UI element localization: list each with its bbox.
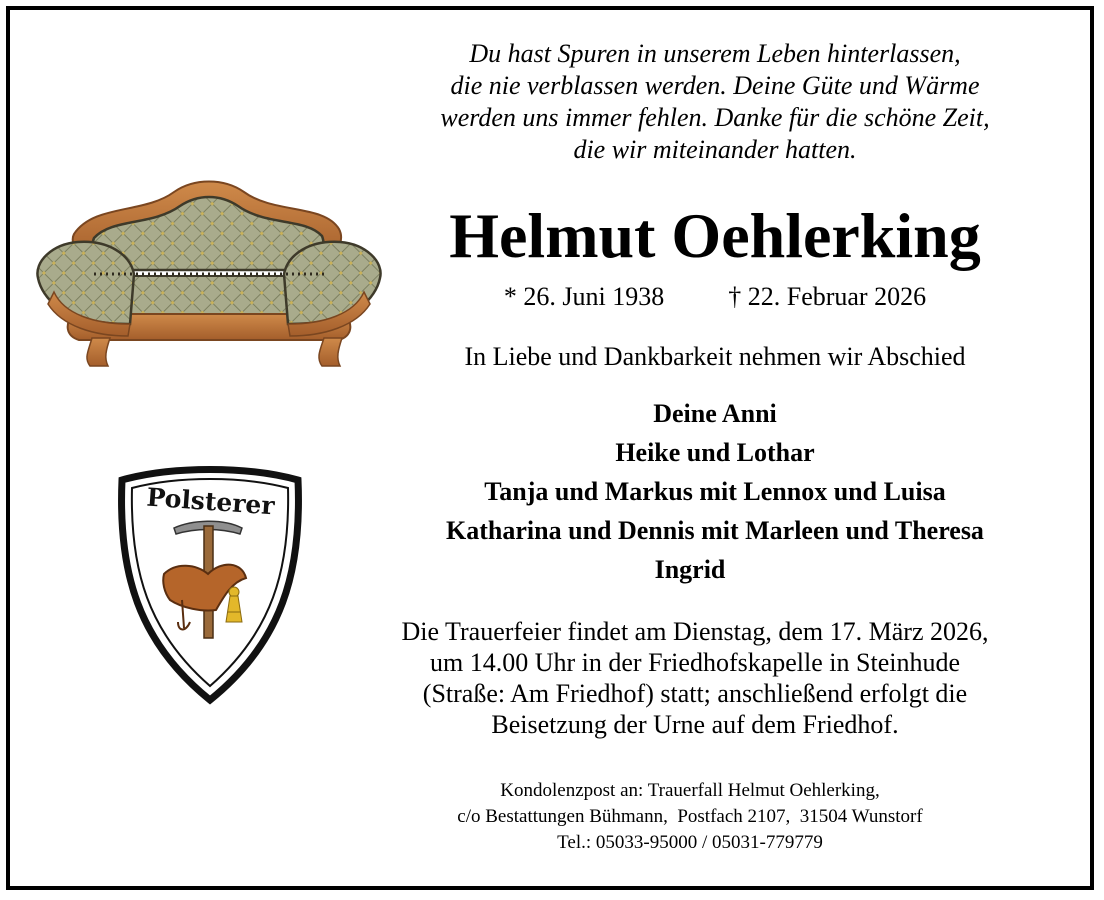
mourner: Ingrid [654,555,726,584]
mourners-list [390,394,1040,589]
deceased-name: Helmut Oehlerking [449,200,981,271]
mourner: Katharina und Dennis mit Marleen und Theresa [446,516,984,545]
sofa-icon [34,174,384,374]
poem-line: die nie verblassen werden. Deine Güte und Wärme [450,71,980,100]
life-dates [390,282,1040,312]
poem [390,38,1040,166]
mourner: Heike und Lothar [615,438,815,467]
condolence-line: Tel.: 05033-95000 / 05031-779779 [557,832,823,853]
condolence-address [390,778,990,856]
condolence-line: c/o Bestattungen Bühmann, Postfach 2107, 31504 Wunstorf [457,806,923,827]
poem-line: Du hast Spuren in unserem Leben hinterlassen, [469,39,961,68]
death-date: † 22. Februar 2026 [728,282,927,311]
condolence-line: Kondolenzpost an: Trauerfall Helmut Oehlerking, [500,780,880,801]
birth-date: * 26. Juni 1938 [503,282,665,311]
service-info [360,616,1030,740]
service-line: Die Trauerfeier findet am Dienstag, dem 17. März 2026, [401,617,989,646]
service-line: Beisetzung der Urne auf dem Friedhof. [491,710,899,739]
poem-line: werden uns immer fehlen. Danke für die schöne Zeit, [440,103,990,132]
crest-lettering: Polsterer [145,482,276,521]
mourner: Deine Anni [653,399,777,428]
upholsterer-crest-icon [112,462,308,706]
service-line: um 14.00 Uhr in der Friedhofskapelle in Steinhude [429,648,961,677]
poem-line: die wir miteinander hatten. [573,135,857,164]
service-line: (Straße: Am Friedhof) statt; anschließend erfolgt die [422,679,968,708]
mourner: Tanja und Markus mit Lennox und Luisa [484,477,946,506]
farewell-line: In Liebe und Dankbarkeit nehmen wir Abschied [464,342,966,371]
